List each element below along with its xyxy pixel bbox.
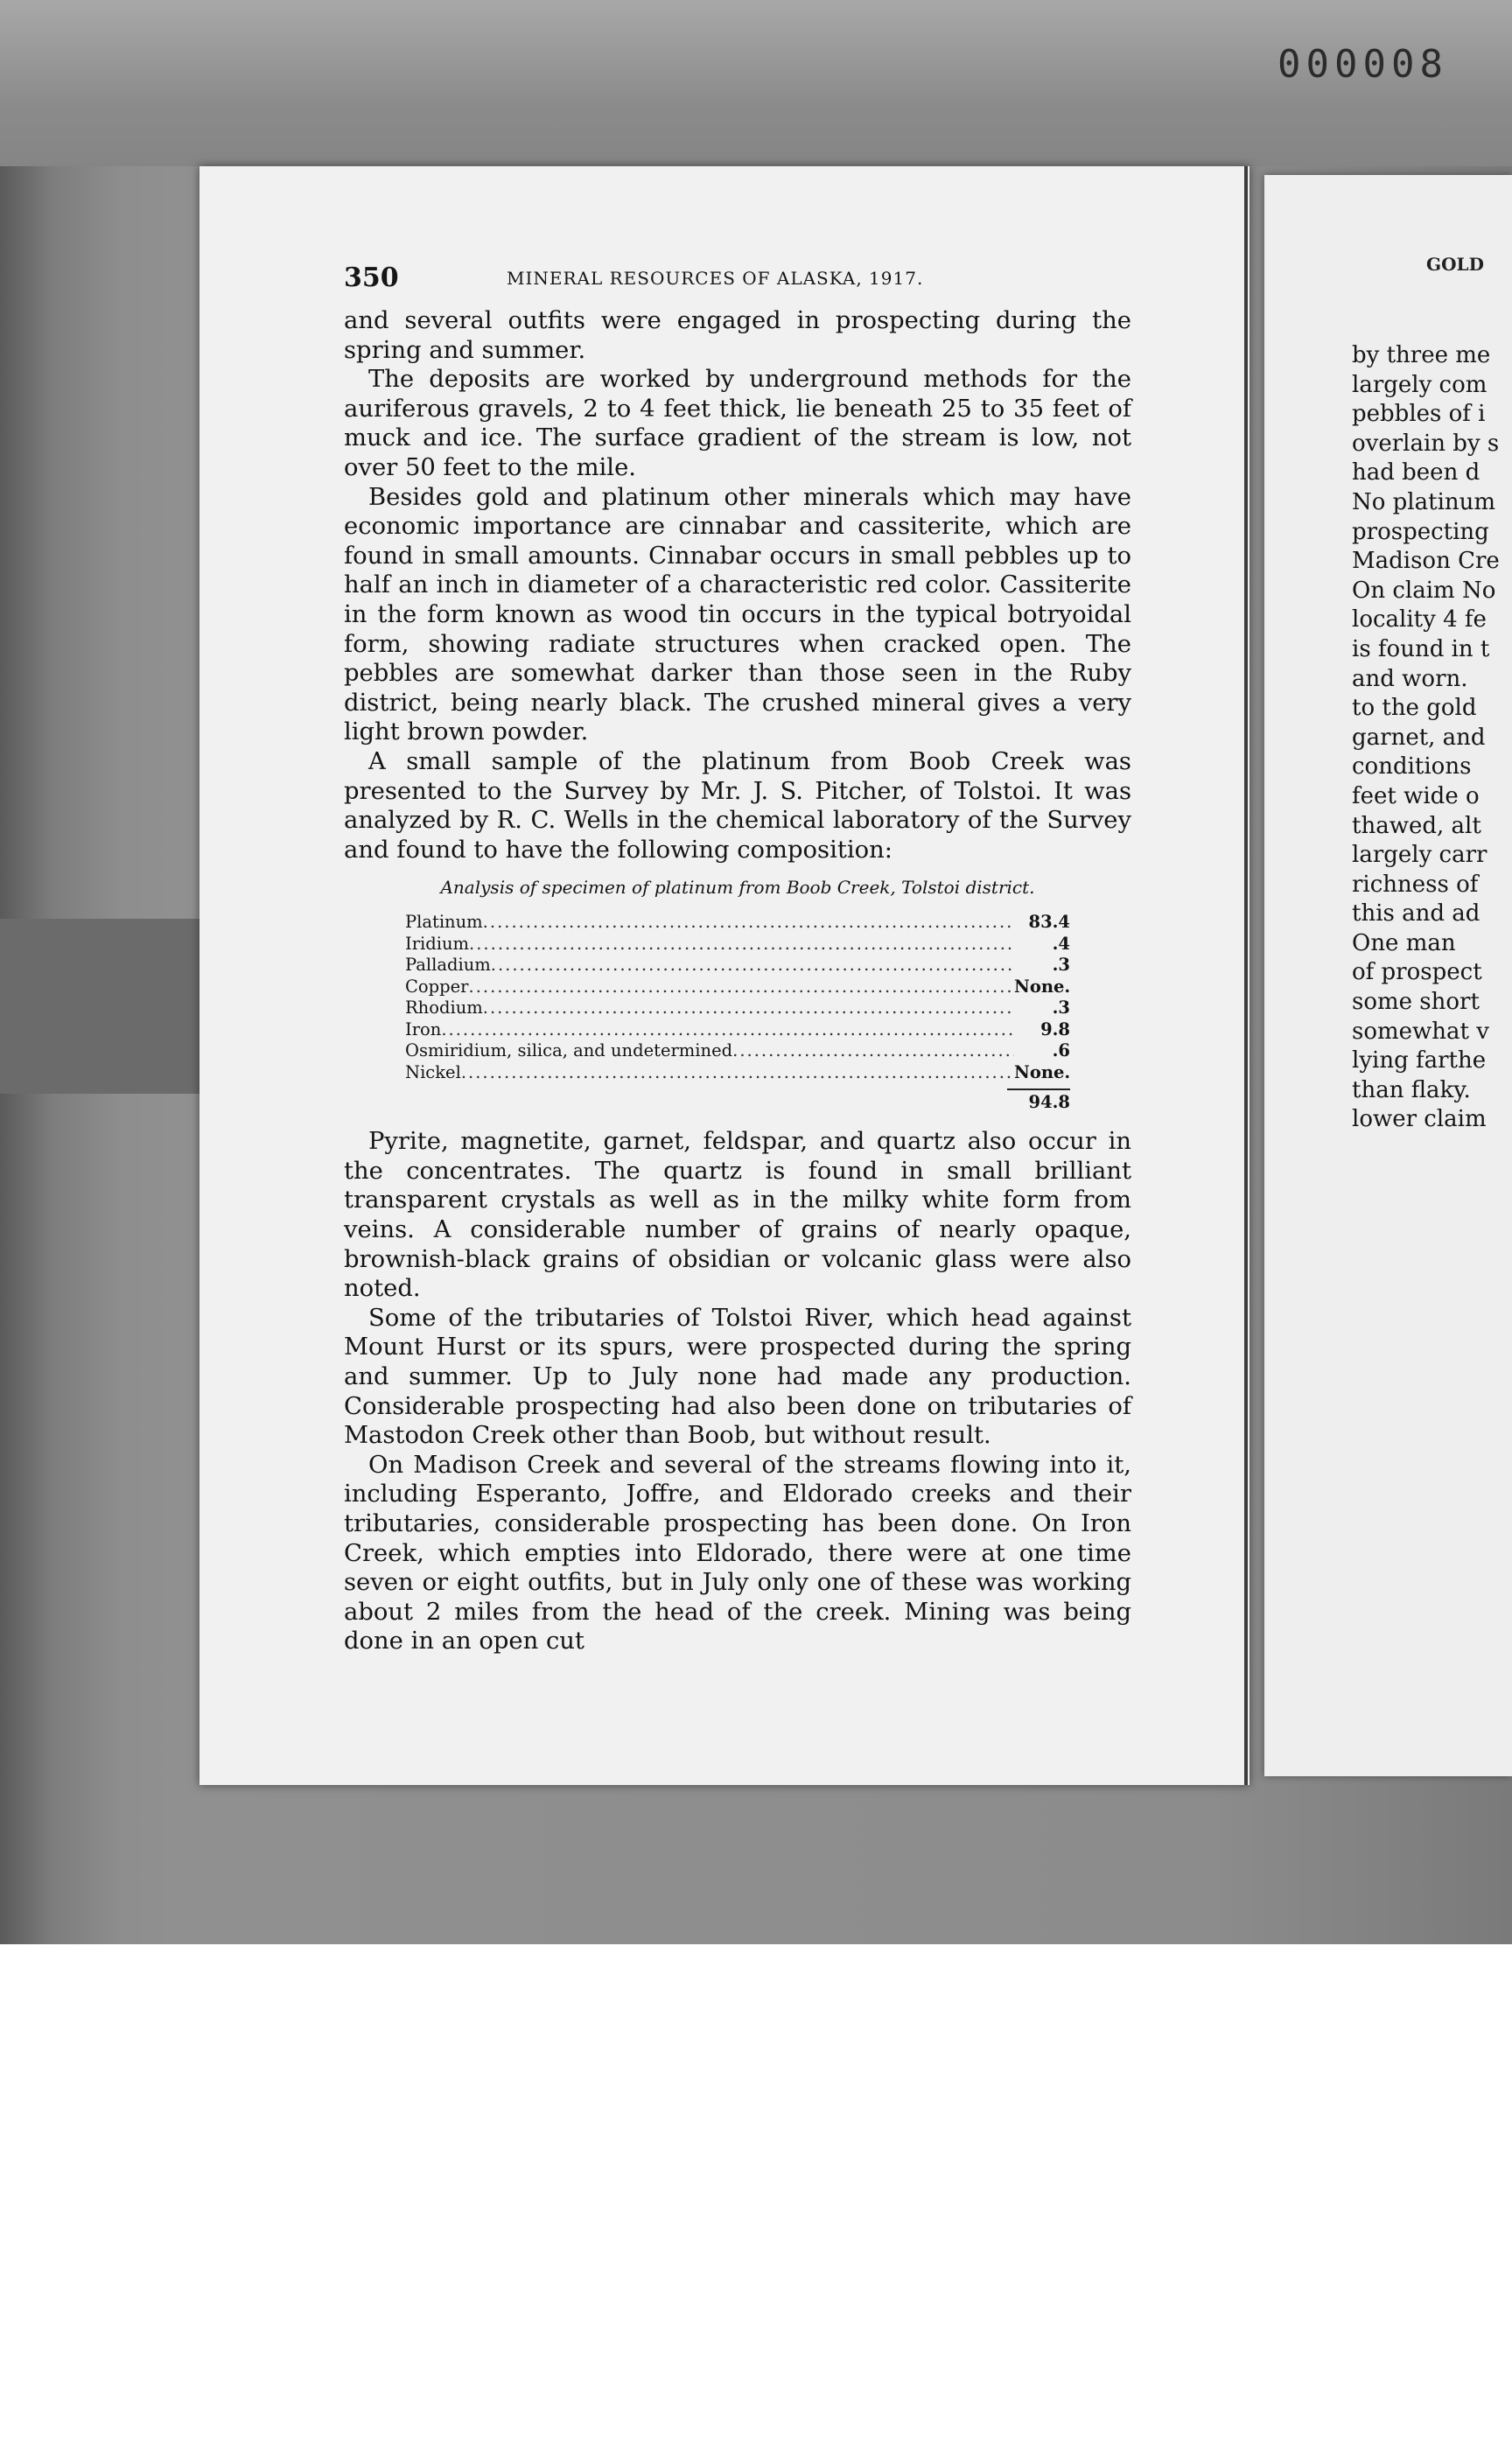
text-line: some short bbox=[1352, 989, 1480, 1016]
table-row bbox=[344, 1040, 1131, 1062]
left-page bbox=[200, 166, 1250, 1785]
dot-leader bbox=[469, 976, 1015, 998]
text-line: this and ad bbox=[1352, 900, 1480, 928]
table-row bbox=[344, 976, 1131, 998]
text-line: had been d bbox=[1352, 459, 1480, 486]
row-label: Rhodium bbox=[405, 998, 483, 1018]
row-label: Nickel bbox=[405, 1061, 461, 1082]
paragraph: Besides gold and platinum other minerals which may have economic importance are cinnabar and cassiterite, which are found in small amounts. Cinnabar occurs in small pebbles up to half an inch in diameter of a characteristic red color. Cassiterite in the form known as wood tin occurs in the typical botryoidal form, showing radiate structures when cracked open. The pebbles are somewhat darker than those seen in the Ruby district, being nearly black. The crushed mineral gives a very light brown powder. bbox=[344, 483, 1131, 746]
text-line: No platinum bbox=[1352, 488, 1496, 515]
row-label: Platinum bbox=[405, 912, 483, 933]
row-value: .3 bbox=[1052, 955, 1070, 976]
row-label: Osmiridium, silica, and undetermined bbox=[405, 1040, 733, 1061]
table-row bbox=[344, 934, 1131, 956]
dot-leader bbox=[483, 912, 1014, 934]
text-line: than flaky. bbox=[1352, 1076, 1471, 1103]
row-value: .3 bbox=[1052, 998, 1070, 1018]
text-line: Madison Cre bbox=[1352, 548, 1500, 575]
text-line: lower claim bbox=[1352, 1106, 1487, 1133]
text-line: and worn. bbox=[1352, 665, 1468, 692]
row-label: Copper bbox=[405, 976, 469, 997]
right-page-partial bbox=[1264, 175, 1512, 1776]
running-head: MINERAL RESOURCES OF ALASKA, 1917. bbox=[507, 268, 924, 289]
text-line: garnet, and bbox=[1352, 724, 1486, 751]
dot-leader bbox=[461, 1062, 1014, 1084]
text-line: pebbles of i bbox=[1352, 401, 1486, 428]
row-value: None. bbox=[1014, 976, 1071, 997]
row-value: .6 bbox=[1052, 1040, 1070, 1061]
right-running-head: GOLD bbox=[1426, 254, 1484, 275]
paragraph: Pyrite, magnetite, garnet, feldspar, and quartz also occur in the concentrates. The quartz is found in small brilliant transparent crystals as well as in the milky white form from veins. A considerable number of grains of nearly opaque, brownish-black grains of obsidian or volcanic glass were also noted. bbox=[344, 1128, 1131, 1303]
document-stamp-number: 000008 bbox=[1278, 42, 1448, 87]
text-line: lying farthe bbox=[1352, 1047, 1487, 1074]
row-value: 83.4 bbox=[1028, 912, 1070, 933]
text-line: conditions bbox=[1352, 753, 1472, 780]
analysis-table bbox=[344, 875, 1131, 1115]
text-line: thawed, alt bbox=[1352, 812, 1481, 839]
text-line: largely carr bbox=[1352, 842, 1488, 869]
dot-leader bbox=[732, 1040, 1014, 1062]
paragraph: The deposits are worked by underground methods for the auriferous gravels, 2 to 4 feet thick, lie beneath 25 to 35 feet of muck and ice. The surface gradient of the stream is low, not over 50 feet to the mile. bbox=[344, 366, 1131, 481]
page-number: 350 bbox=[344, 262, 399, 293]
table-row bbox=[344, 912, 1131, 934]
text-line: of prospect bbox=[1352, 959, 1482, 986]
paragraph: On Madison Creek and several of the streams flowing into it, including Esperanto, Joffre, and Eldorado creeks and their tributaries, considerable prospecting has been done. On Iron Creek, which empties into Eldorado, there were at one time seven or eight outfits, but in July only one of these was working about 2 miles from the head of the creek. Mining was being done in an open cut bbox=[344, 1451, 1131, 1656]
table-row bbox=[344, 955, 1131, 976]
text-line: to the gold bbox=[1352, 695, 1477, 722]
dot-leader bbox=[469, 934, 1014, 956]
text-line: locality 4 fe bbox=[1352, 606, 1487, 634]
text-line: richness of bbox=[1352, 871, 1479, 898]
page-header bbox=[344, 262, 1175, 298]
text-line: is found in t bbox=[1352, 635, 1490, 662]
table-total: 94.8 bbox=[1028, 1092, 1070, 1113]
right-page-text bbox=[1352, 341, 1512, 1135]
row-label: Palladium bbox=[405, 955, 491, 976]
text-line: largely com bbox=[1352, 371, 1488, 398]
dot-leader bbox=[441, 1019, 1014, 1041]
text-line: feet wide o bbox=[1352, 782, 1480, 809]
table-row bbox=[344, 998, 1131, 1019]
text-line: overlain by s bbox=[1352, 430, 1500, 457]
row-value: None. bbox=[1014, 1061, 1071, 1082]
paragraph: A small sample of the platinum from Boob Creek was presented to the Survey by Mr. J. S. Pitcher, of Tolstoi. It was analyzed by R. C. Wells in the chemical laboratory of the Survey and found to have the following composition: bbox=[344, 747, 1131, 864]
text-line: somewhat v bbox=[1352, 1018, 1489, 1045]
row-label: Iridium bbox=[405, 933, 470, 954]
text-line: One man bbox=[1352, 929, 1456, 956]
paragraph: Some of the tributaries of Tolstoi River, which head against Mount Hurst or its spurs, were prospected during the spring and summer. Up to July none had made any production. Considerable prospecting had also been done on tributaries of Mastodon Creek other than Boob, but without result. bbox=[344, 1304, 1131, 1450]
paragraph-continued: and several outfits were engaged in prospecting during the spring and summer. bbox=[344, 307, 1131, 364]
row-value: 9.8 bbox=[1040, 1018, 1070, 1040]
body-text bbox=[344, 306, 1131, 1656]
table-title: Analysis of specimen of platinum from Boob Creek, Tolstoi district. bbox=[440, 877, 1035, 899]
text-line: by three me bbox=[1352, 342, 1491, 368]
scan-left-shadow-band bbox=[0, 919, 201, 1094]
book-gutter bbox=[1244, 166, 1248, 1785]
text-line: prospecting bbox=[1352, 518, 1489, 545]
dot-leader bbox=[491, 955, 1014, 976]
table-row bbox=[344, 1019, 1131, 1041]
table-row bbox=[344, 1062, 1131, 1084]
dot-leader bbox=[483, 998, 1014, 1019]
row-value: .4 bbox=[1052, 933, 1070, 954]
row-label: Iron bbox=[405, 1018, 442, 1040]
text-line: On claim No bbox=[1352, 577, 1496, 604]
